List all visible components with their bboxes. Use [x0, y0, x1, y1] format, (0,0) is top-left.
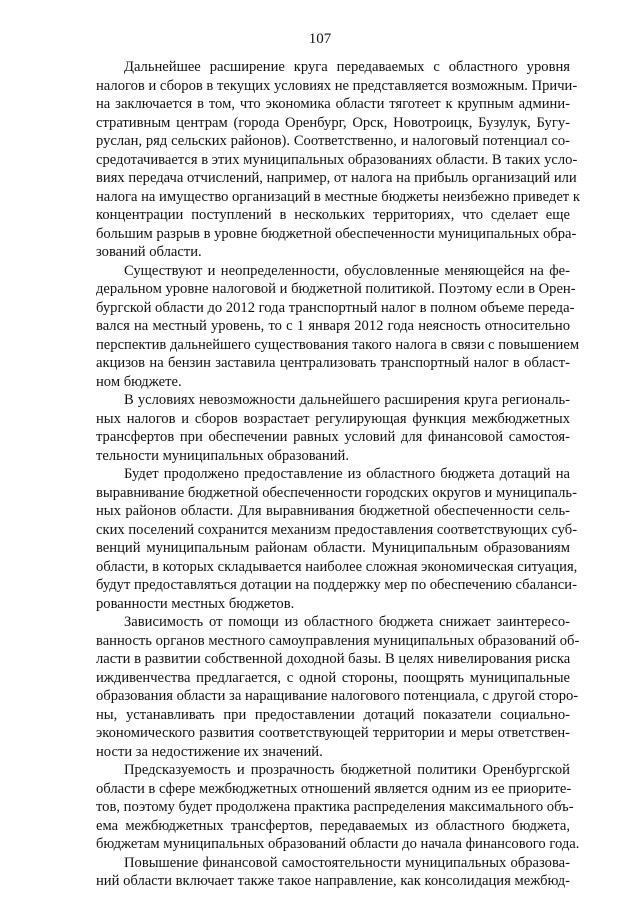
paragraph	[96, 613, 580, 761]
text-line: Предсказуемость и прозрачность бюджетной политики Оренбургской	[124, 762, 570, 778]
text-line: трансфертов при обеспечении равных условий для финансовой самостоя-	[96, 429, 570, 445]
text-line: тельности муниципальных образований.	[96, 447, 349, 464]
text-line: Существуют и неопределенности, обусловленные меняющейся на фе-	[124, 262, 570, 279]
text-line: Дальнейшее расширение круга передаваемых с областного уровня	[124, 59, 570, 75]
text-line: Зависимость от помощи из областного бюджета снижает заинтересо-	[124, 614, 570, 630]
text-line: образования области за наращивание налогового потенциала, с другой сторо-	[96, 688, 579, 704]
text-line: ных районов области. Для выравнивания бюджетной обеспеченности сель-	[96, 503, 570, 519]
text-line: ных налогов и сборов возрастает регулирующая функция межбюджетных	[96, 410, 570, 427]
paragraph	[96, 262, 580, 392]
text-line: ема межбюджетных трансфертов, передаваемых из областного бюджета,	[96, 817, 570, 834]
text-line: виях передача отчислений, например, от налога на прибыль организаций или	[96, 170, 577, 186]
text-line: акцизов на бензин заставила централизовать транспортный налог в област-	[96, 355, 570, 371]
text-line: ских поселений сохранится механизм предоставления соответствующих суб-	[96, 521, 578, 538]
text-line: ний области включает также такое направление, как консолидация межбюд-	[96, 873, 570, 889]
text-line: Будет продолжено предоставление из областного бюджета дотаций на	[124, 466, 570, 482]
text-line: области, в которых складывается наиболее сложная экономическая ситуация,	[96, 558, 578, 575]
text-line: выравнивание бюджетной обеспеченности городских округов и муниципаль-	[96, 484, 577, 501]
paragraph	[96, 854, 570, 891]
text-line: рованности местных бюджетов.	[96, 595, 295, 612]
text-line: зований области.	[96, 244, 202, 260]
text-line: концентрации поступлений в нескольких территориях, что сделает еще	[96, 207, 570, 223]
text-line: вался на местный уровень, то с 1 января 2012 года неясность относительно	[96, 318, 570, 334]
text-line: средотачивается в этих муниципальных образованиях области. В таких усло-	[96, 151, 578, 168]
paragraph	[96, 465, 578, 613]
text-line: на заключается в том, что экономика области тяготеет к крупным админи-	[96, 96, 570, 112]
text-line: ны, устанавливать при предоставлении дотаций показатели социально-	[96, 706, 570, 723]
text-line: стративным центрам (города Оренбург, Орск, Новотроицк, Бузулук, Бугу-	[96, 114, 570, 131]
paragraph	[96, 391, 570, 465]
text-line: ности за недостижение их значений.	[96, 743, 323, 760]
paragraph	[96, 761, 580, 854]
text-line: налога на имущество организаций в местные бюджеты неизбежно приведет к	[96, 188, 580, 205]
text-line: Повышение финансовой самостоятельности муниципальных образова-	[124, 854, 570, 871]
text-line: ванность органов местного самоуправления муниципальных образований об-	[96, 632, 580, 649]
text-line: большим разрыв в уровне бюджетной обеспеченности муниципальных обра-	[96, 225, 577, 242]
text-line: бюджетам муниципальных образований области до начала финансового года.	[96, 836, 580, 852]
text-line: бургской области до 2012 года транспортный налог в полном объеме переда-	[96, 299, 575, 316]
text-line: ласти в развитии собственной доходной базы. В целях нивелирования риска	[96, 651, 571, 667]
text-line: ном бюджете.	[96, 373, 182, 390]
text-line: иждивенчества предлагается, с одной стороны, поощрять муниципальные	[96, 669, 570, 686]
text-line: В условиях невозможности дальнейшего расширения круга региональ-	[124, 392, 570, 408]
paragraph	[96, 58, 580, 262]
text-line: будут предоставляться дотации на поддержку мер по обеспечению сбаланси-	[96, 577, 577, 593]
text-line: области в сфере межбюджетных отношений является одним из ее приорите-	[96, 780, 572, 797]
page-number: 107	[308, 31, 332, 47]
text-line: налогов и сборов в текущих условиях не представляется возможным. Причи-	[96, 77, 578, 94]
text-line: руслан, ряд сельских районов). Соответственно, и налоговый потенциал со-	[96, 133, 570, 149]
text-line: тов, поэтому будет продолжена практика распределения максимального объ-	[96, 799, 574, 815]
text-line: деральном уровне налоговой и бюджетной политикой. Поэтому если в Орен-	[96, 281, 576, 297]
body-text	[96, 58, 580, 891]
text-line: экономического развития соответствующей территории и меры ответствен-	[96, 725, 570, 741]
text-line: перспектив дальнейшего существования такого налога в связи с повышением	[96, 336, 580, 353]
text-line: венций муниципальным районам области. Муниципальным образованиям	[96, 540, 570, 556]
